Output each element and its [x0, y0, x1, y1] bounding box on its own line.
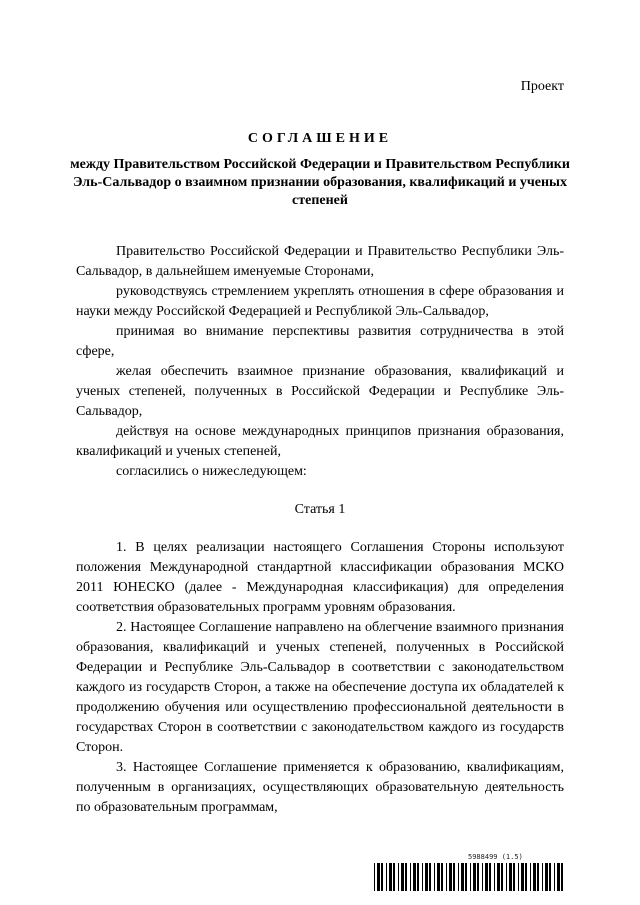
barcode-bar	[557, 863, 560, 891]
barcode-bar	[554, 863, 555, 891]
barcode-bar	[393, 863, 395, 891]
barcode-bar	[525, 863, 527, 891]
barcode-bar	[434, 863, 435, 891]
barcode-bar	[453, 863, 455, 891]
barcode-bar	[386, 863, 387, 891]
article-paragraph: 2. Настоящее Соглашение направлено на облегчение взаимного признания образования, квалификаций и ученых степеней, полученных в Российской Федерации и Республике Эль-Сальвадор в соответствии с законодательством каждого из государств Сторон, а также на обеспечение доступа их обладателей к продолжению обучения или осуществлению профессиональной деятельности в государствах Сторон в соответствии с законодательством каждого из государств Сторон.	[76, 620, 564, 755]
barcode-bar	[561, 863, 563, 891]
barcode-bar	[537, 863, 539, 891]
barcode-bar	[398, 863, 399, 891]
document-body	[76, 242, 564, 818]
barcode-bar	[381, 863, 383, 891]
preamble-paragraph: Правительство Российской Федерации и Правительство Республики Эль-Сальвадор, в дальнейшем именуемые Сторонами,	[76, 244, 564, 279]
preamble-paragraph: руководствуясь стремлением укреплять отношения в сфере образования и науки между Российской Федерацией и Республикой Эль-Сальвадор,	[76, 284, 564, 319]
barcode	[374, 853, 564, 893]
barcode-bar	[473, 863, 476, 891]
article-paragraph: 3. Настоящее Соглашение применяется к образованию, квалификациям, полученным в организациях, осуществляющих образовательную деятельность по образовательным программам,	[76, 760, 564, 815]
barcode-graphic	[374, 863, 564, 891]
barcode-bar	[485, 863, 488, 891]
document-subtitle: между Правительством Российской Федерации и Правительством Республики Эль-Сальвадор о взаимном признании образования, квалификаций и ученых степеней	[70, 157, 570, 208]
barcode-bar	[437, 863, 440, 891]
barcode-bar	[425, 863, 428, 891]
barcode-bar	[417, 863, 419, 891]
barcode-bar	[521, 863, 524, 891]
article-paragraph: 1. В целях реализации настоящего Соглашения Стороны используют положения Международной стандартной классификации образования МСКО 2011 ЮНЕСКО (далее - Международная классификация) для определения соответствия образовательных программ уровням образования.	[76, 540, 564, 615]
barcode-bar	[465, 863, 467, 891]
barcode-bar	[374, 863, 375, 891]
barcode-bar	[506, 863, 507, 891]
barcode-bar	[405, 863, 407, 891]
barcode-bar	[413, 863, 416, 891]
barcode-bar	[489, 863, 491, 891]
barcode-bar	[389, 863, 392, 891]
barcode-bar	[377, 863, 380, 891]
barcode-bar	[497, 863, 500, 891]
barcode-bar	[441, 863, 443, 891]
barcode-bar	[458, 863, 459, 891]
barcode-bar	[545, 863, 548, 891]
barcode-bar	[482, 863, 483, 891]
preamble-paragraph: действуя на основе международных принципов признания образования, квалификаций и ученых степеней,	[76, 424, 564, 459]
article-heading: Статья 1	[294, 502, 346, 517]
document-title: СОГЛАШЕНИЕ	[247, 131, 393, 146]
barcode-bar	[429, 863, 431, 891]
barcode-bar	[533, 863, 536, 891]
barcode-bar	[470, 863, 471, 891]
preamble-paragraph: согласились о нижеследующем:	[116, 464, 307, 479]
barcode-bar	[461, 863, 464, 891]
barcode-bar	[446, 863, 447, 891]
barcode-number: 5988499 (1.5)	[468, 853, 523, 861]
barcode-bar	[401, 863, 404, 891]
barcode-bar	[549, 863, 551, 891]
barcode-bar	[449, 863, 452, 891]
barcode-bar	[542, 863, 543, 891]
preamble-paragraph: желая обеспечить взаимное признание образования, квалификаций и ученых степеней, полученных в Российской Федерации и Республике Эль-Сальвадор,	[76, 364, 564, 419]
barcode-bar	[422, 863, 423, 891]
preamble-paragraph: принимая во внимание перспективы развития сотрудничества в этой сфере,	[76, 324, 564, 359]
barcode-bar	[509, 863, 512, 891]
barcode-bar	[501, 863, 503, 891]
barcode-bar	[410, 863, 411, 891]
barcode-bar	[494, 863, 495, 891]
barcode-bar	[513, 863, 515, 891]
barcode-bar	[530, 863, 531, 891]
draft-label: Проект	[520, 79, 564, 94]
barcode-bar	[518, 863, 519, 891]
barcode-bar	[477, 863, 479, 891]
